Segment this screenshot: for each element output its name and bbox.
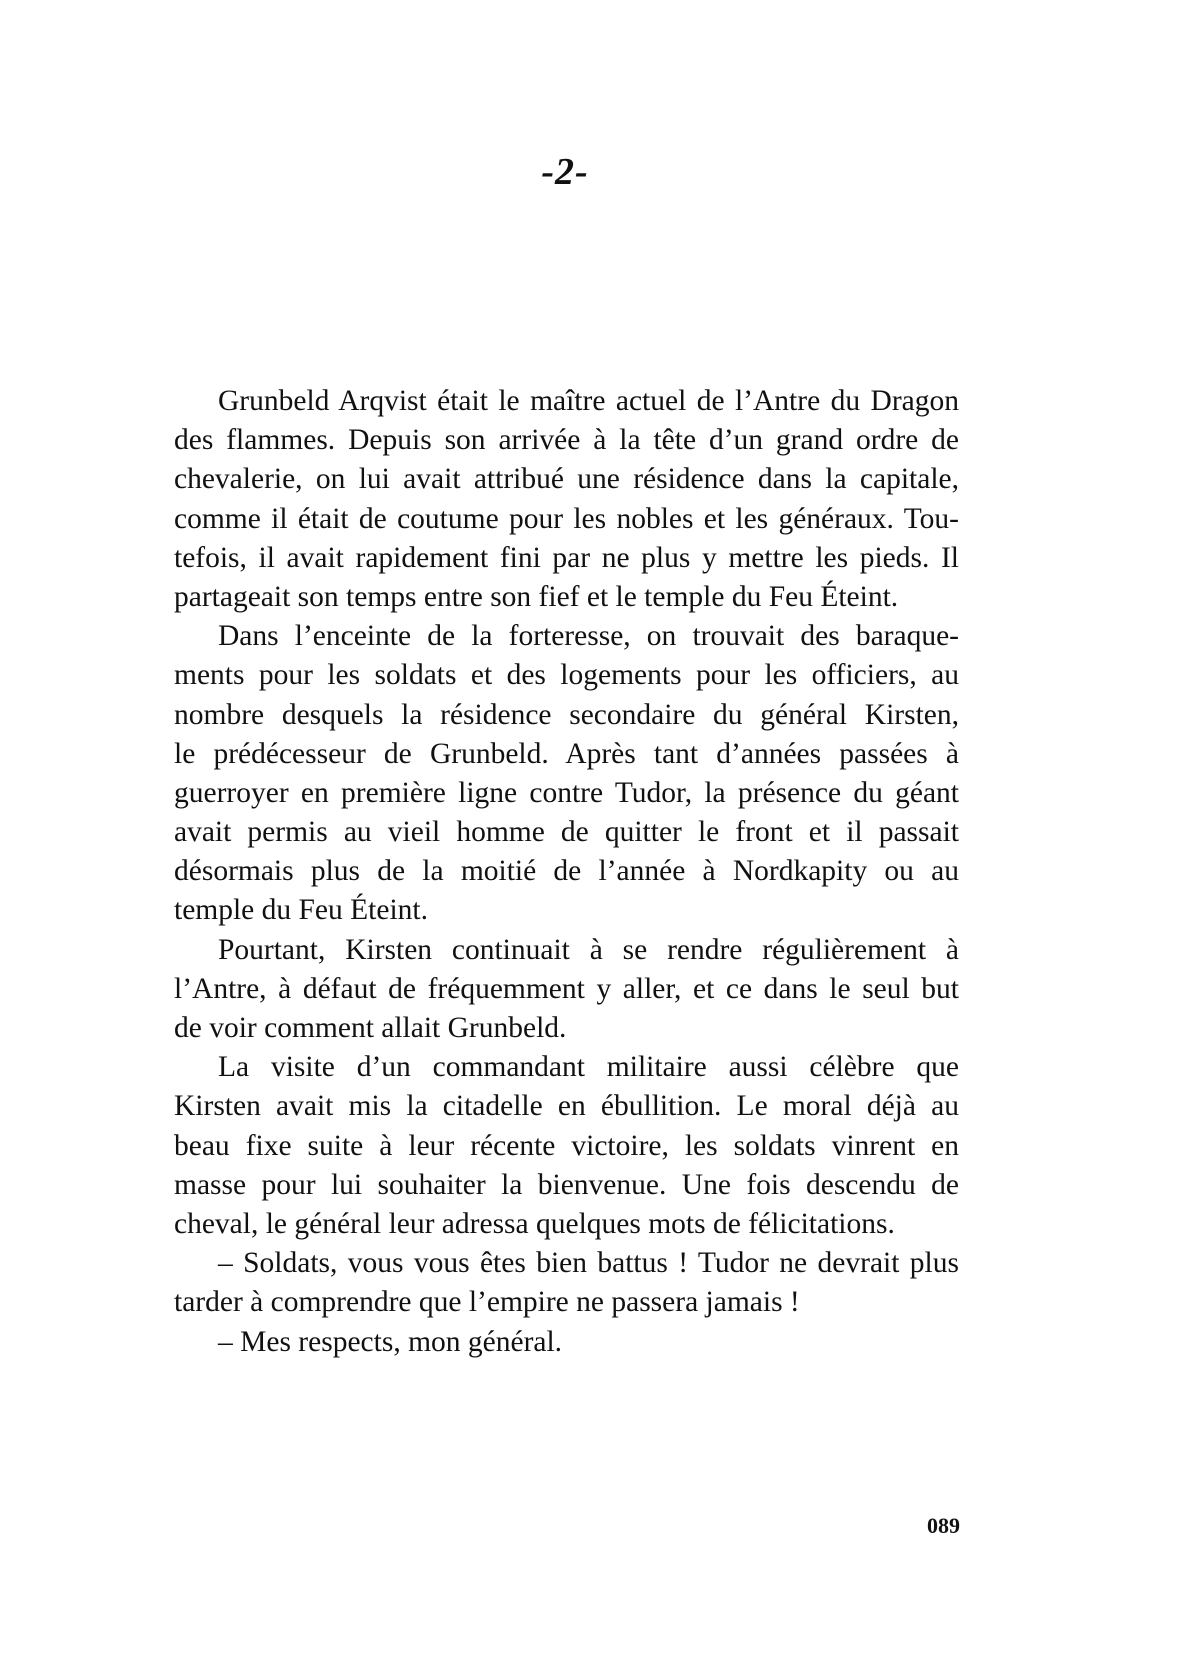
page-number: 089 [927,1513,960,1538]
text-line: partageait son temps entre son fief et le temple du Feu Éteint. [174,580,899,613]
text-line: Grunbeld Arqvist était le maître actuel de l’Antre du Dragon [218,385,959,417]
text-line: de voir comment allait Grunbeld. [174,1012,567,1044]
text-line: comme il était de coutume pour les nobles et les généraux. Tou- [174,502,959,535]
text-line: guerroyer en première ligne contre Tudor, la présence du géant [174,776,959,809]
text-line: ments pour les soldats et des logements pour les officiers, au [174,659,959,692]
text-line: masse pour lui souhaiter la bienvenue. Une fois descendu de [174,1168,959,1201]
text-line: beau fixe suite à leur récente victoire, les soldats vinrent en [174,1129,959,1162]
text-line: temple du Feu Éteint. [174,894,428,927]
text-line: le prédécesseur de Grunbeld. Après tant d’années passées à [174,737,959,770]
text-line: cheval, le général leur adressa quelques mots de félicitations. [174,1207,895,1240]
text-line: chevalerie, on lui avait attribué une résidence dans la capitale, [174,463,959,496]
text-line: tefois, il avait rapidement fini par ne plus y mettre les pieds. Il [174,541,959,574]
text-line: l’Antre, à défaut de fréquemment y aller, et ce dans le seul but [174,972,959,1005]
chapter-number: -2- [541,151,589,193]
text-line: Dans l’enceinte de la forteresse, on trouvait des baraque- [218,620,959,653]
text-line: des flammes. Depuis son arrivée à la tête d’un grand ordre de [174,424,959,457]
text-line: tarder à comprendre que l’empire ne passera jamais ! [174,1286,800,1319]
text-line: Pourtant, Kirsten continuait à se rendre régulièrement à [218,933,959,966]
text-line: nombre desquels la résidence secondaire du général Kirsten, [174,698,959,731]
text-line: avait permis au vieil homme de quitter le front et il passait [174,816,959,849]
text-line: désormais plus de la moitié de l’année à Nordkapity ou au [174,855,959,888]
text-line: La visite d’un commandant militaire aussi célèbre que [218,1051,959,1084]
text-line: – Soldats, vous vous êtes bien battus ! Tudor ne devrait plus [218,1247,959,1280]
text-line: Kirsten avait mis la citadelle en ébullition. Le moral déjà au [174,1090,959,1123]
text-line: – Mes respects, mon général. [218,1325,563,1358]
body-text [174,382,959,1362]
